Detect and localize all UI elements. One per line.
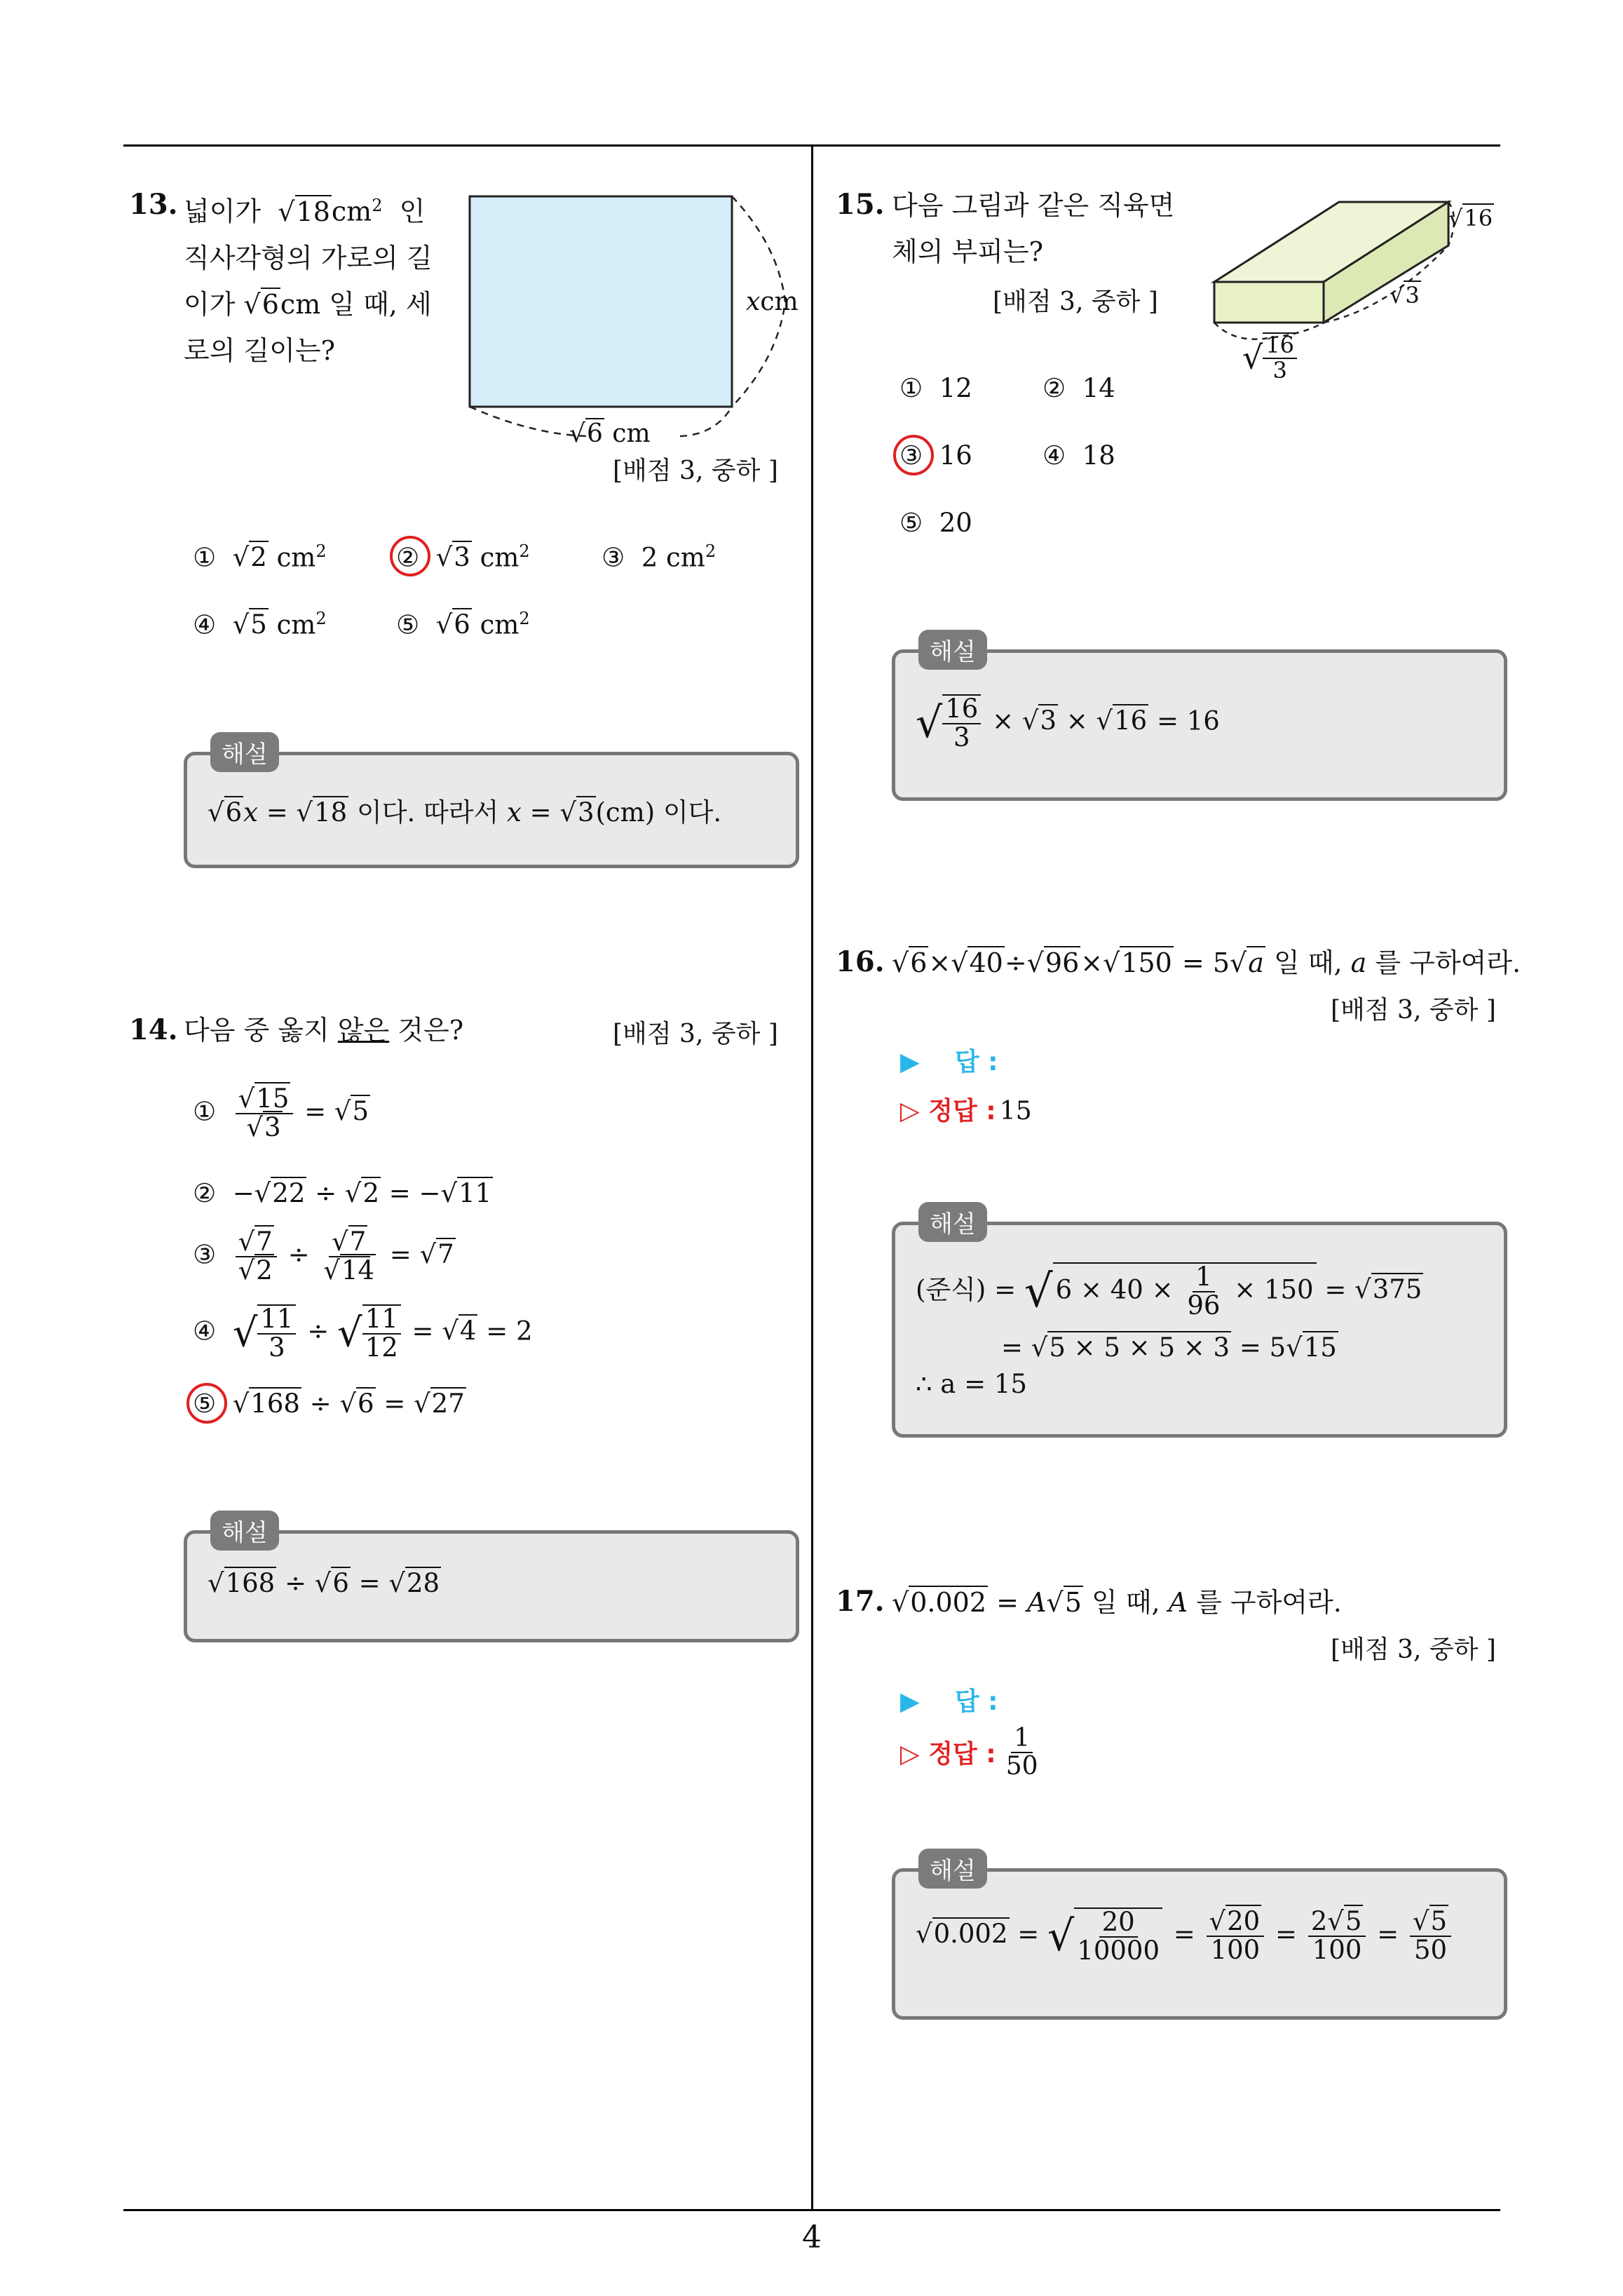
q13-meta: [배점 3, 중하 ]	[613, 457, 778, 485]
q14-selected-mark	[186, 1383, 227, 1424]
q13-option-2[interactable]: ② √3 $cm^2$	[396, 541, 530, 573]
q17-meta: [배점 3, 중하 ]	[1331, 1635, 1496, 1664]
q13-line-4: 로의 길이는?	[184, 335, 335, 366]
q15-label-depth: √3	[1390, 282, 1420, 309]
q17-correct-value: $\frac{1}{50}$	[1005, 1724, 1038, 1781]
q15-option-1[interactable]: ① 12	[899, 373, 972, 403]
q16-answer-label: 답 :	[954, 1048, 998, 1076]
q17-answer-label: 답 :	[954, 1687, 998, 1716]
q15-label-height: √16	[1448, 205, 1493, 231]
q14-number: 14.	[129, 1013, 178, 1046]
q13-selected-mark	[390, 536, 430, 576]
q15-explanation-text: √ $\frac{16}{3}$ × √3 × √16 = 16	[916, 694, 1220, 752]
q16-explanation-box	[892, 1222, 1507, 1438]
q15-explanation-tag: 해설	[918, 630, 987, 670]
q16-meta: [배점 3, 중하 ]	[1331, 996, 1496, 1025]
q13-side-label: xcm	[746, 288, 799, 316]
q15-option-5[interactable]: ⑤ 20	[899, 508, 972, 538]
q13-number: 13.	[129, 188, 178, 221]
q13-option-1[interactable]: ① √2 $cm^2$	[193, 541, 327, 573]
q17-number: 17.	[836, 1585, 885, 1618]
q16-question: √6×√40÷√96×√150 = 5√a 일 때, a 를 구하여라.	[892, 947, 1521, 978]
q13-option-5[interactable]: ⑤ √6 $cm^2$	[396, 609, 530, 640]
q15-option-3[interactable]: ③ 16	[899, 440, 972, 471]
q17-answer-row: ▶ 답 :	[900, 1687, 998, 1716]
q16-explanation-line-3: ∴ a = 15	[916, 1369, 1027, 1399]
q15-selected-mark	[893, 435, 934, 475]
q17-explanation-text: √0.002 = √ $\frac{20}{10000}$ = $\frac{√20}{100}$ = $\frac{2√5}{100}$ = $\frac{√5}{50}$	[916, 1907, 1454, 1965]
q13-line-1: 넓이가 $√18cm^2$ 인	[184, 196, 426, 227]
q16-correct-value: 15	[999, 1097, 1032, 1126]
q13-question	[184, 182, 436, 374]
q16-correct-label: ▷ 정답 :	[900, 1097, 996, 1126]
q14-meta: [배점 3, 중하 ]	[613, 1020, 778, 1048]
q17-correct-row	[900, 1725, 1044, 1780]
q17-explanation-tag: 해설	[918, 1849, 987, 1889]
bottom-rule	[123, 2209, 1500, 2211]
q13-line-3: 이가 √6cm 일 때, 세	[184, 288, 432, 320]
q14-option-2[interactable]: ② −√22 ÷ √2 = −√11	[193, 1178, 492, 1208]
q15-number: 15.	[836, 188, 885, 221]
q16-explanation-tag: 해설	[918, 1202, 987, 1242]
q14-option-3[interactable]: ③ $\frac{√7}{√2}$ ÷ $\frac{√7}{√14}$ = √7	[193, 1227, 454, 1285]
page-number: 4	[802, 2220, 822, 2255]
q17-question: √0.002 = A√5 일 때, A 를 구하여라.	[892, 1587, 1342, 1618]
q13-explanation-tag: 해설	[210, 732, 279, 772]
q13-option-3[interactable]: ③ 2 $cm^2$	[602, 541, 717, 573]
q16-number: 16.	[836, 945, 885, 978]
q14-underline: 않은	[337, 1015, 390, 1046]
q14-option-1[interactable]: ① $\frac{√15}{√3}$ = √5	[193, 1083, 369, 1142]
q15-line-1: 다음 그림과 같은 직육면	[892, 190, 1175, 221]
q15-option-4[interactable]: ④ 18	[1043, 440, 1115, 471]
q13-explanation-text: √6x = √18 이다. 따라서 x = √3(cm) 이다.	[208, 797, 722, 828]
q15-option-2[interactable]: ② 14	[1043, 373, 1115, 403]
q14-explanation-text: √168 ÷ √6 = √28	[208, 1568, 440, 1598]
q15-label-width: √ $\frac{16}{3}$	[1242, 332, 1300, 382]
q14-option-4[interactable]: ④ √ $\frac{11}{3}$ ÷ √ $\frac{11}{12}$ = √4 = 2	[193, 1304, 533, 1363]
q13-rectangle-figure	[449, 189, 813, 456]
q13-bottom-label: √6 cm	[569, 419, 651, 448]
q15-line-2: 체의 부피는?	[892, 236, 1043, 267]
q15-question	[892, 182, 1174, 275]
q14-question: 다음 중 옳지 않은 것은?	[184, 1015, 464, 1046]
q16-answer-row: ▶ 답 :	[900, 1048, 998, 1076]
q16-explanation-line-2: = √5 × 5 × 5 × 3 = 5√15	[1001, 1332, 1337, 1363]
q14-explanation-tag: 해설	[210, 1511, 279, 1551]
q16-correct-row	[900, 1091, 1032, 1127]
q14-option-5[interactable]: ⑤ √168 ÷ √6 = √27	[193, 1389, 465, 1419]
q17-correct-label: ▷ 정답 :	[900, 1740, 996, 1769]
q16-explanation-line-1: (준식) = √ 6 × 40 × $\frac{1}{96}$ × 150 = √375	[916, 1262, 1422, 1321]
q13-line-2: 직사각형의 가로의 길	[184, 242, 433, 274]
q13-option-4[interactable]: ④ √5 $cm^2$	[193, 609, 327, 640]
q15-meta: [배점 3, 중하 ]	[993, 288, 1158, 316]
